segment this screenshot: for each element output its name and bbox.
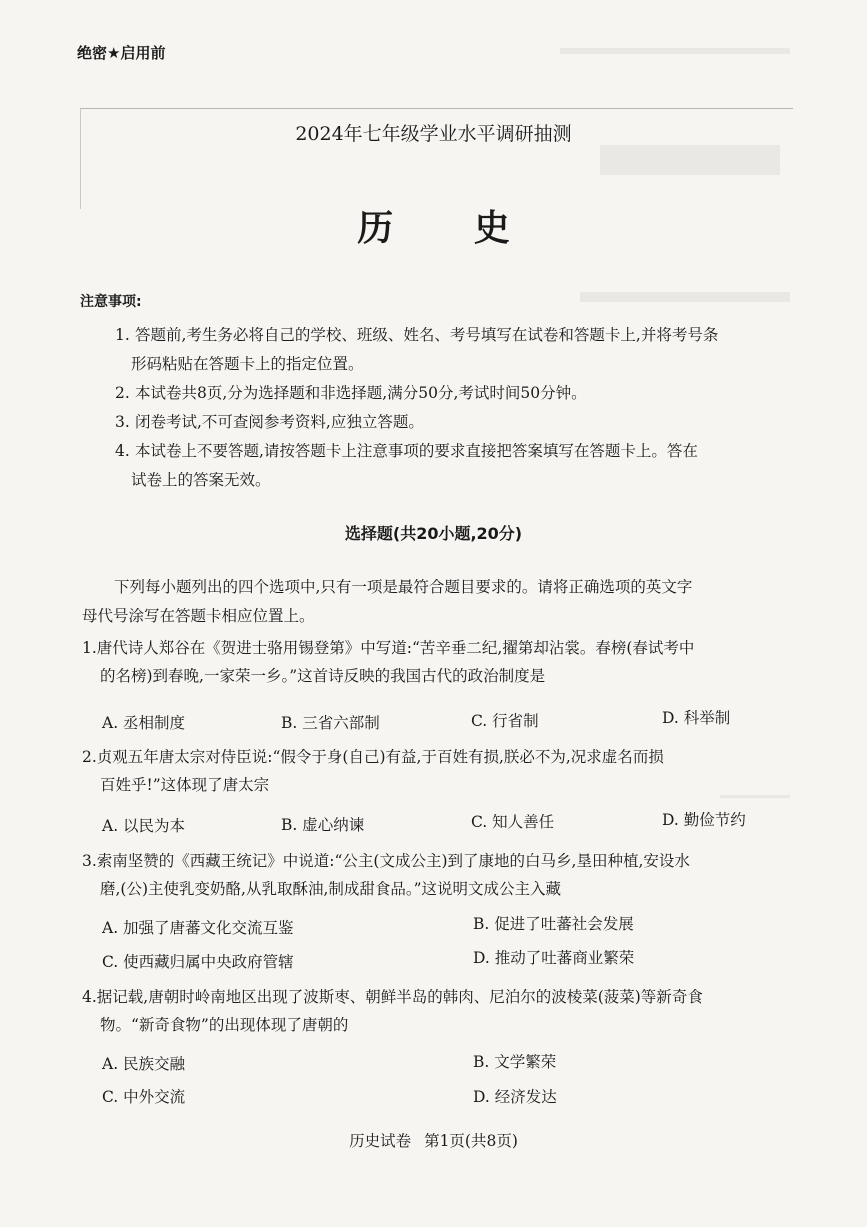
option-a: A. 民族交融 (102, 1055, 186, 1073)
notice-text: 形码粘贴在答题卡上的指定位置。 (131, 355, 364, 373)
question-stem: 1.唐代诗人郑谷在《贺进士骆用锡登第》中写道:“苦辛垂二纪,擢第却沾裳。春榜(春试考中 (82, 639, 695, 657)
option-b: B. 文学繁荣 (473, 1053, 557, 1071)
notice-text: 闭卷考试,不可查阅参考资料,应独立答题。 (135, 413, 424, 431)
option-b: B. 三省六部制 (281, 714, 380, 732)
section-title: 选择题(共20小题,20分) (344, 524, 523, 543)
instruction-line: 下列每小题列出的四个选项中,只有一项是最符合题目要求的。请将正确选项的英文字 (114, 578, 693, 596)
option-d: D. 勤俭节约 (662, 811, 746, 829)
question-stem: 磨,(公)主使乳变奶酪,从乳取酥油,制成甜食品。”这说明文成公主入藏 (100, 880, 562, 898)
option-d: D. 推动了吐蕃商业繁荣 (473, 949, 635, 967)
question-stem: 的名榜)到春晚,一家荣一乡。”这首诗反映的我国古代的政治制度是 (100, 667, 546, 685)
question-stem: 4.据记载,唐朝时岭南地区出现了波斯枣、朝鲜半岛的韩肉、尼泊尔的波棱菜(菠菜)等新奇食 (82, 988, 703, 1006)
notice-heading: 注意事项: (80, 294, 142, 310)
notice-text: 答题前,考生务必将自己的学校、班级、姓名、考号填写在试卷和答题卡上,并将考号条 (135, 326, 719, 344)
question-2 (82, 743, 802, 799)
question-stem: 3.索南坚赞的《西藏王统记》中说道:“公主(文成公主)到了康地的白马乡,垦田种植,安设水 (82, 852, 690, 870)
section-instruction (82, 573, 802, 631)
notice-item-1 (115, 321, 800, 379)
notice-item-4 (115, 437, 800, 495)
question-stem: 百姓乎!”这体现了唐太宗 (100, 776, 270, 794)
notice-number: 3. (115, 413, 130, 431)
footer-page-number: 第1页(共8页) (424, 1132, 518, 1150)
option-d: D. 科举制 (662, 709, 731, 727)
notice-text: 试卷上的答案无效。 (131, 471, 271, 489)
notice-number: 2. (115, 384, 130, 402)
subject-title: 历 史 (357, 207, 544, 249)
exam-title: 2024年七年级学业水平调研抽测 (295, 123, 572, 145)
notice-text: 本试卷上不要答题,请按答题卡上注意事项的要求直接把答案填写在答题卡上。答在 (135, 442, 698, 460)
question-3 (82, 847, 802, 903)
option-a: A. 丞相制度 (102, 714, 186, 732)
footer-subject: 历史试卷 (349, 1132, 412, 1150)
question-stem: 物。“新奇食物”的出现体现了唐朝的 (100, 1016, 349, 1034)
option-c: C. 行省制 (471, 712, 539, 730)
option-a: A. 以民为本 (102, 817, 186, 835)
option-d: D. 经济发达 (473, 1088, 557, 1106)
option-b: B. 促进了吐蕃社会发展 (473, 915, 634, 933)
option-a: A. 加强了唐蕃文化交流互鉴 (102, 919, 294, 937)
option-c: C. 中外交流 (102, 1088, 186, 1106)
notice-item-3 (115, 408, 800, 437)
bleed-through-mark (580, 292, 790, 302)
question-1 (82, 634, 802, 690)
notice-number: 1. (115, 326, 130, 344)
page-footer (0, 1129, 867, 1151)
option-c: C. 知人善任 (471, 813, 555, 831)
bleed-through-mark (560, 48, 790, 54)
notice-item-2 (115, 379, 800, 408)
question-4 (82, 983, 802, 1039)
option-b: B. 虚心纳谏 (281, 816, 365, 834)
notice-text: 本试卷共8页,分为选择题和非选择题,满分50分,考试时间50分钟。 (135, 384, 587, 402)
instruction-line: 母代号涂写在答题卡相应位置上。 (82, 607, 315, 625)
option-c: C. 使西藏归属中央政府管辖 (102, 953, 294, 971)
notice-number: 4. (115, 442, 130, 460)
confidential-mark: 绝密★启用前 (77, 44, 166, 62)
question-stem: 2.贞观五年唐太宗对侍臣说:“假令于身(自己)有益,于百姓有损,朕必不为,况求虚名而损 (82, 748, 664, 766)
